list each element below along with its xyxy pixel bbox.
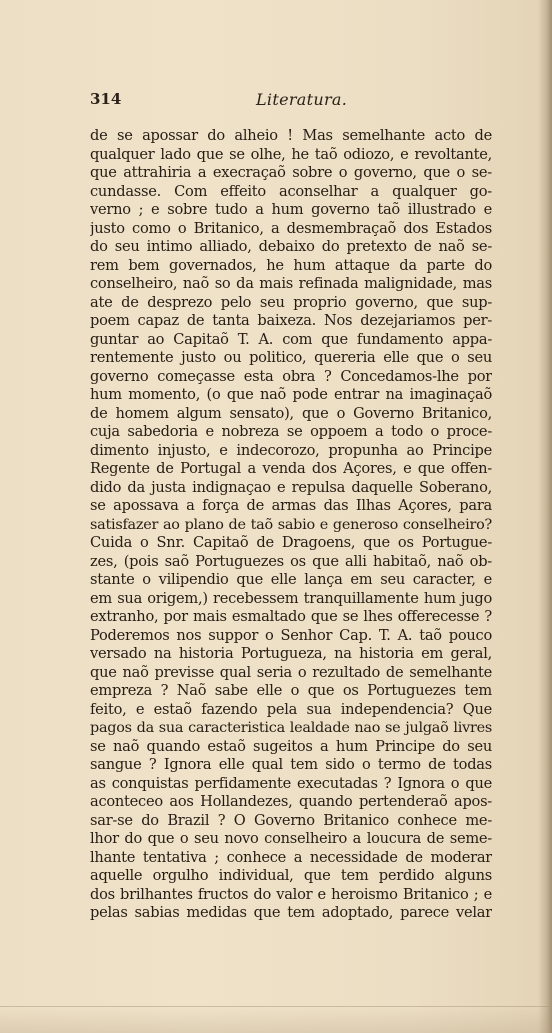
text-line: qualquer lado que se olhe, he taõ odiozo, e revoltante,: [90, 145, 492, 163]
text-line: pelas sabias medidas que tem adoptado, parece velar: [90, 904, 492, 921]
text-line: Poderemos nos suppor o Senhor Cap. T. A. taõ pouco: [90, 626, 492, 644]
text-line: ate de desprezo pelo seu proprio governo, que sup-: [90, 293, 492, 311]
text-line: stante o vilipendio que elle lança em seu caracter, e: [90, 571, 492, 588]
text-line: sar-se do Brazil ? O Governo Britanico conhece me-: [90, 811, 492, 829]
text-line: cuja sabedoria e nobreza se oppoem a todo o proce-: [90, 423, 492, 440]
text-line: lhante tentativa ; conhece a necessidade de moderar: [90, 848, 492, 866]
text-line: satisfazer ao plano de taõ sabio e generoso conselheiro?: [90, 516, 492, 533]
text-line: governo começasse esta obra ? Concedamos-lhe por: [90, 367, 492, 385]
text-line: se apossava a força de armas das Ilhas Açores, para: [90, 497, 492, 514]
text-line: verno ; e sobre tudo a hum governo taõ illustrado e: [90, 201, 492, 218]
text-line: dos brilhantes fructos do valor e heroismo Britanico ; e: [90, 885, 492, 903]
text-line: em sua origem,) recebessem tranquillamente hum jugo: [90, 589, 492, 607]
text-line: poem capaz de tanta baixeza. Nos dezejariamos per-: [90, 312, 492, 329]
text-line: versado na historia Portugueza, na historia em geral,: [90, 645, 492, 662]
page-header: [90, 90, 490, 112]
text-line: que naõ previsse qual seria o rezultado de semelhante: [90, 663, 492, 681]
text-line: aconteceo aos Hollandezes, quando pertenderaõ apos-: [90, 793, 492, 810]
text-line: lhor do que o seu novo conselheiro a loucura de seme-: [90, 830, 492, 847]
text-line: empreza ? Naõ sabe elle o que os Portuguezes tem: [90, 682, 492, 699]
text-line: se naõ quando estaõ sugeitos a hum Principe do seu: [90, 737, 492, 755]
text-line: de homem algum sensato), que o Governo Britanico,: [90, 404, 492, 422]
text-line: que attrahiria a execraçaõ sobre o governo, que o se-: [90, 164, 492, 181]
text-line: pagos da sua caracteristica lealdade nao se julgaõ livres: [90, 720, 492, 736]
body-text: [90, 127, 492, 923]
text-line: do seu intimo alliado, debaixo do pretexto de naõ se-: [90, 238, 492, 255]
page-bottom-edge: [0, 1006, 552, 1033]
text-line: sangue ? Ignora elle qual tem sido o termo de todas: [90, 756, 492, 773]
text-line: zes, (pois saõ Portuguezes os que alli habitaõ, naõ ob-: [90, 552, 492, 570]
text-line: de se apossar do alheio ! Mas semelhante acto de: [90, 127, 492, 144]
text-line: feito, e estaõ fazendo pela sua independencia? Que: [90, 700, 492, 718]
text-line: conselheiro, naõ so da mais refinada malignidade, mas: [90, 275, 492, 292]
text-line: as conquistas perfidamente executadas ? Ignora o que: [90, 774, 492, 792]
text-line: extranho, por mais esmaltado que se lhes offerecesse ?: [90, 608, 492, 625]
text-line: Cuida o Snr. Capitaõ de Dragoens, que os Portugue-: [90, 534, 492, 551]
text-line: cundasse. Com effeito aconselhar a qualquer go-: [90, 182, 492, 200]
text-line: dido da justa indignaçao e repulsa daquelle Soberano,: [90, 478, 492, 496]
text-line: justo como o Britanico, a desmembraçaõ dos Estados: [90, 219, 492, 237]
text-line: dimento injusto, e indecorozo, propunha ao Principe: [90, 441, 492, 459]
running-head: Literatura.: [256, 90, 348, 109]
text-line: guntar ao Capitaõ T. A. com que fundamento appa-: [90, 330, 492, 348]
text-line: Regente de Portugal a venda dos Açores, e que offen-: [90, 460, 492, 477]
text-line: aquelle orgulho individual, que tem perdido alguns: [90, 867, 492, 884]
text-line: rentemente justo ou politico, quereria elle que o seu: [90, 349, 492, 366]
text-line: hum momento, (o que naõ pode entrar na imaginaçaõ: [90, 386, 492, 403]
page-number: 314: [90, 90, 122, 108]
page-edge-shadow: [538, 0, 552, 1033]
text-line: rem bem governados, he hum attaque da parte do: [90, 256, 492, 274]
